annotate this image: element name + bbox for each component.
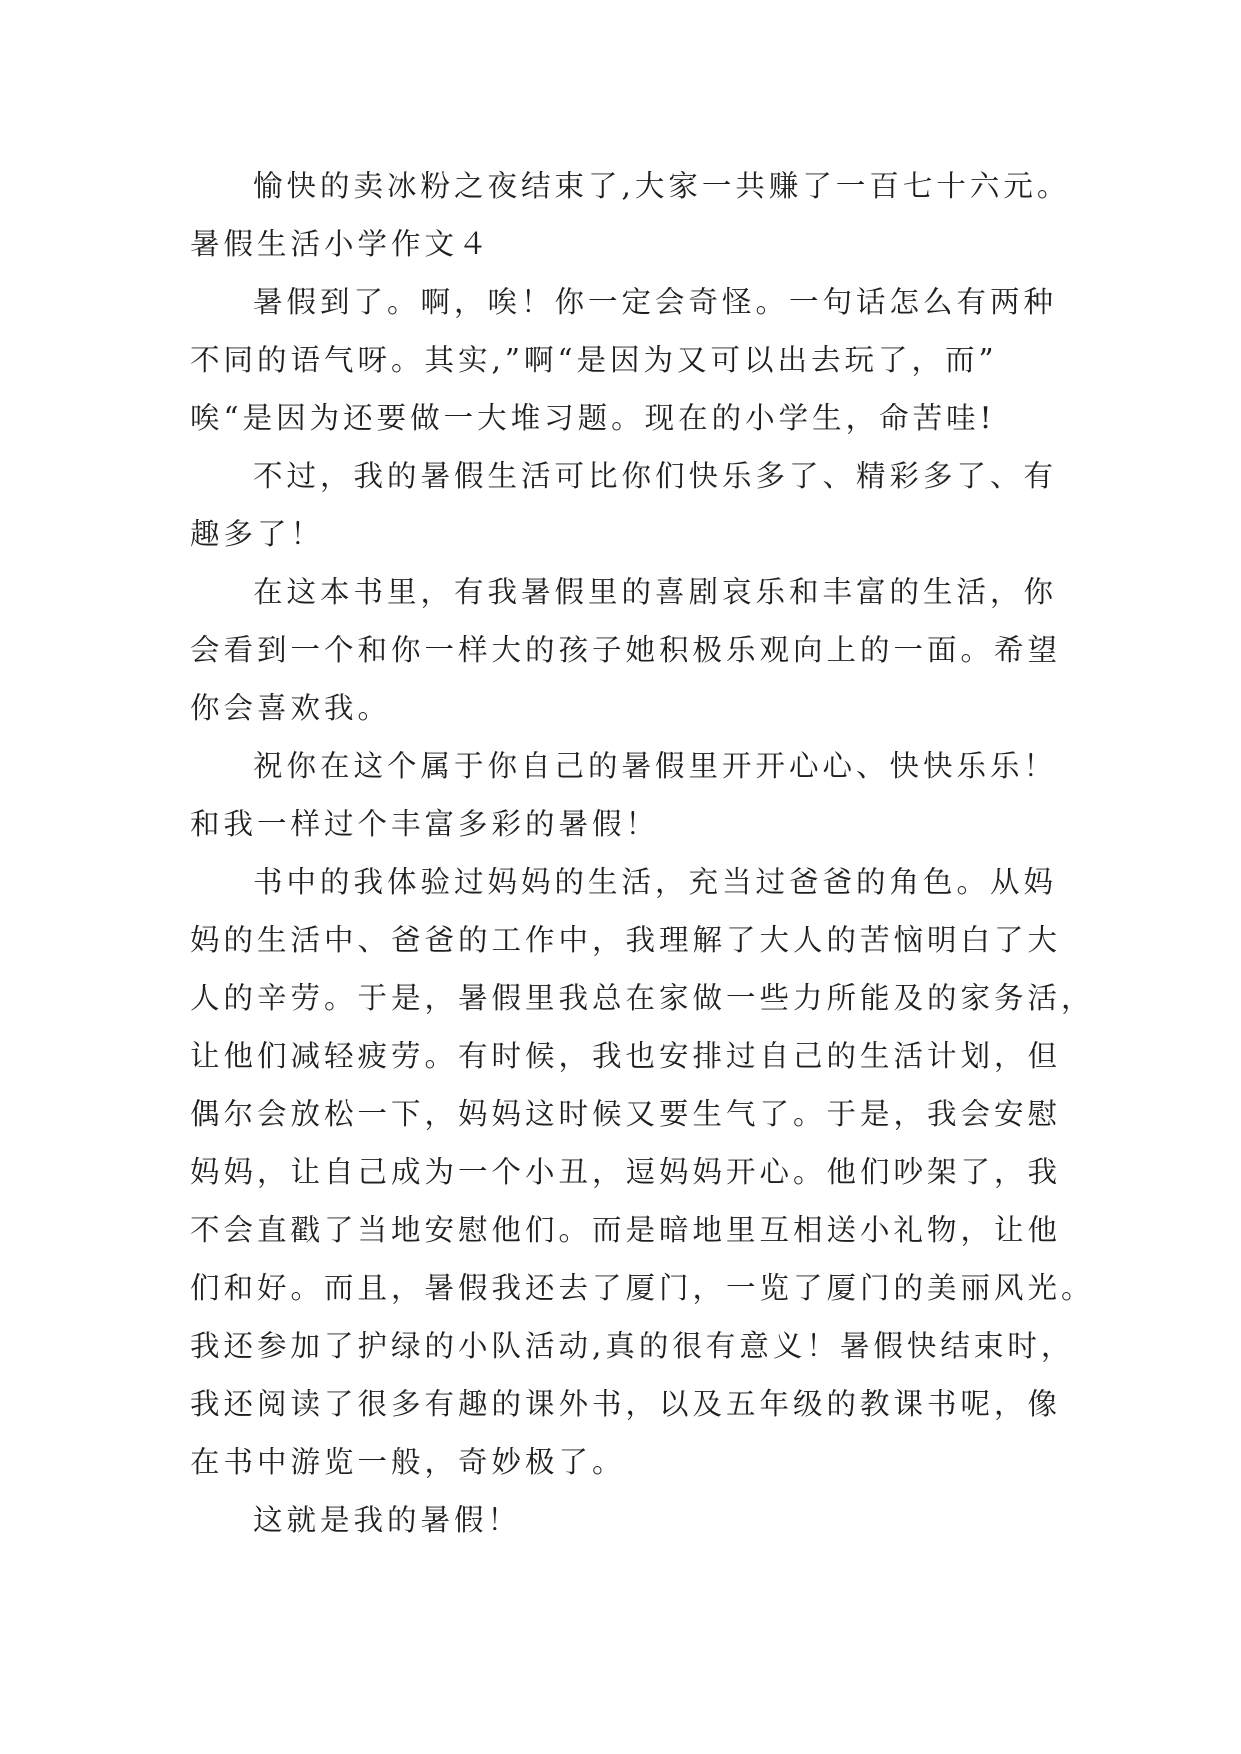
document-body [190,157,1095,1549]
text-line: 让他们减轻疲劳。有时候，我也安排过自己的生活计划，但 [190,1039,1062,1073]
text-line: 不会直戳了当地安慰他们。而是暗地里互相送小礼物，让他 [190,1213,1062,1247]
text-line: 我还阅读了很多有趣的课外书，以及五年级的教课书呢，像 [190,1387,1062,1421]
text-line: 书中的我体验过妈妈的生活，充当过爸爸的角色。从妈 [253,865,1058,899]
text-line: 和我一样过个丰富多彩的暑假！ [190,807,660,841]
text-line: 唉“是因为还要做一大堆习题。现在的小学生，命苦哇! [190,401,996,435]
text-line: 趣多了！ [190,517,325,551]
text-line: 在书中游览一般，奇妙极了。 [190,1445,626,1479]
text-line: 这就是我的暑假！ [253,1503,522,1537]
text-line: 妈的生活中、爸爸的工作中，我理解了大人的苦恼明白了大 [190,923,1062,957]
text-line: 不同的语气呀。其实,”啊“是因为又可以出去玩了，而” [190,343,998,377]
text-line: 妈妈，让自己成为一个小丑，逗妈妈开心。他们吵架了，我 [190,1155,1062,1189]
text-line: 不过，我的暑假生活可比你们快乐多了、精彩多了、有 [253,459,1058,493]
text-line: 我还参加了护绿的小队活动,真的很有意义！暑假快结束时， [190,1329,1075,1363]
text-line: 会看到一个和你一样大的孩子她积极乐观向上的一面。希望 [190,633,1062,667]
text-line: 祝你在这个属于你自己的暑假里开开心心、快快乐乐！ [253,749,1058,783]
text-line: 暑假到了。啊，唉！你一定会奇怪。一句话怎么有两种 [253,285,1058,319]
text-line: 偶尔会放松一下，妈妈这时候又要生气了。于是，我会安慰 [190,1097,1062,1131]
text-line: 你会喜欢我。 [190,691,392,725]
text-line: 愉快的卖冰粉之夜结束了,大家一共赚了一百七十六元。 [253,169,1071,203]
text-line: 们和好。而且，暑假我还去了厦门，一览了厦门的美丽风光。 [190,1271,1095,1305]
text-line: 在这本书里，有我暑假里的喜剧哀乐和丰富的生活，你 [253,575,1058,609]
section-heading: 暑假生活小学作文４ [190,227,492,261]
text-line: 人的辛劳。于是，暑假里我总在家做一些力所能及的家务活， [190,981,1095,1015]
